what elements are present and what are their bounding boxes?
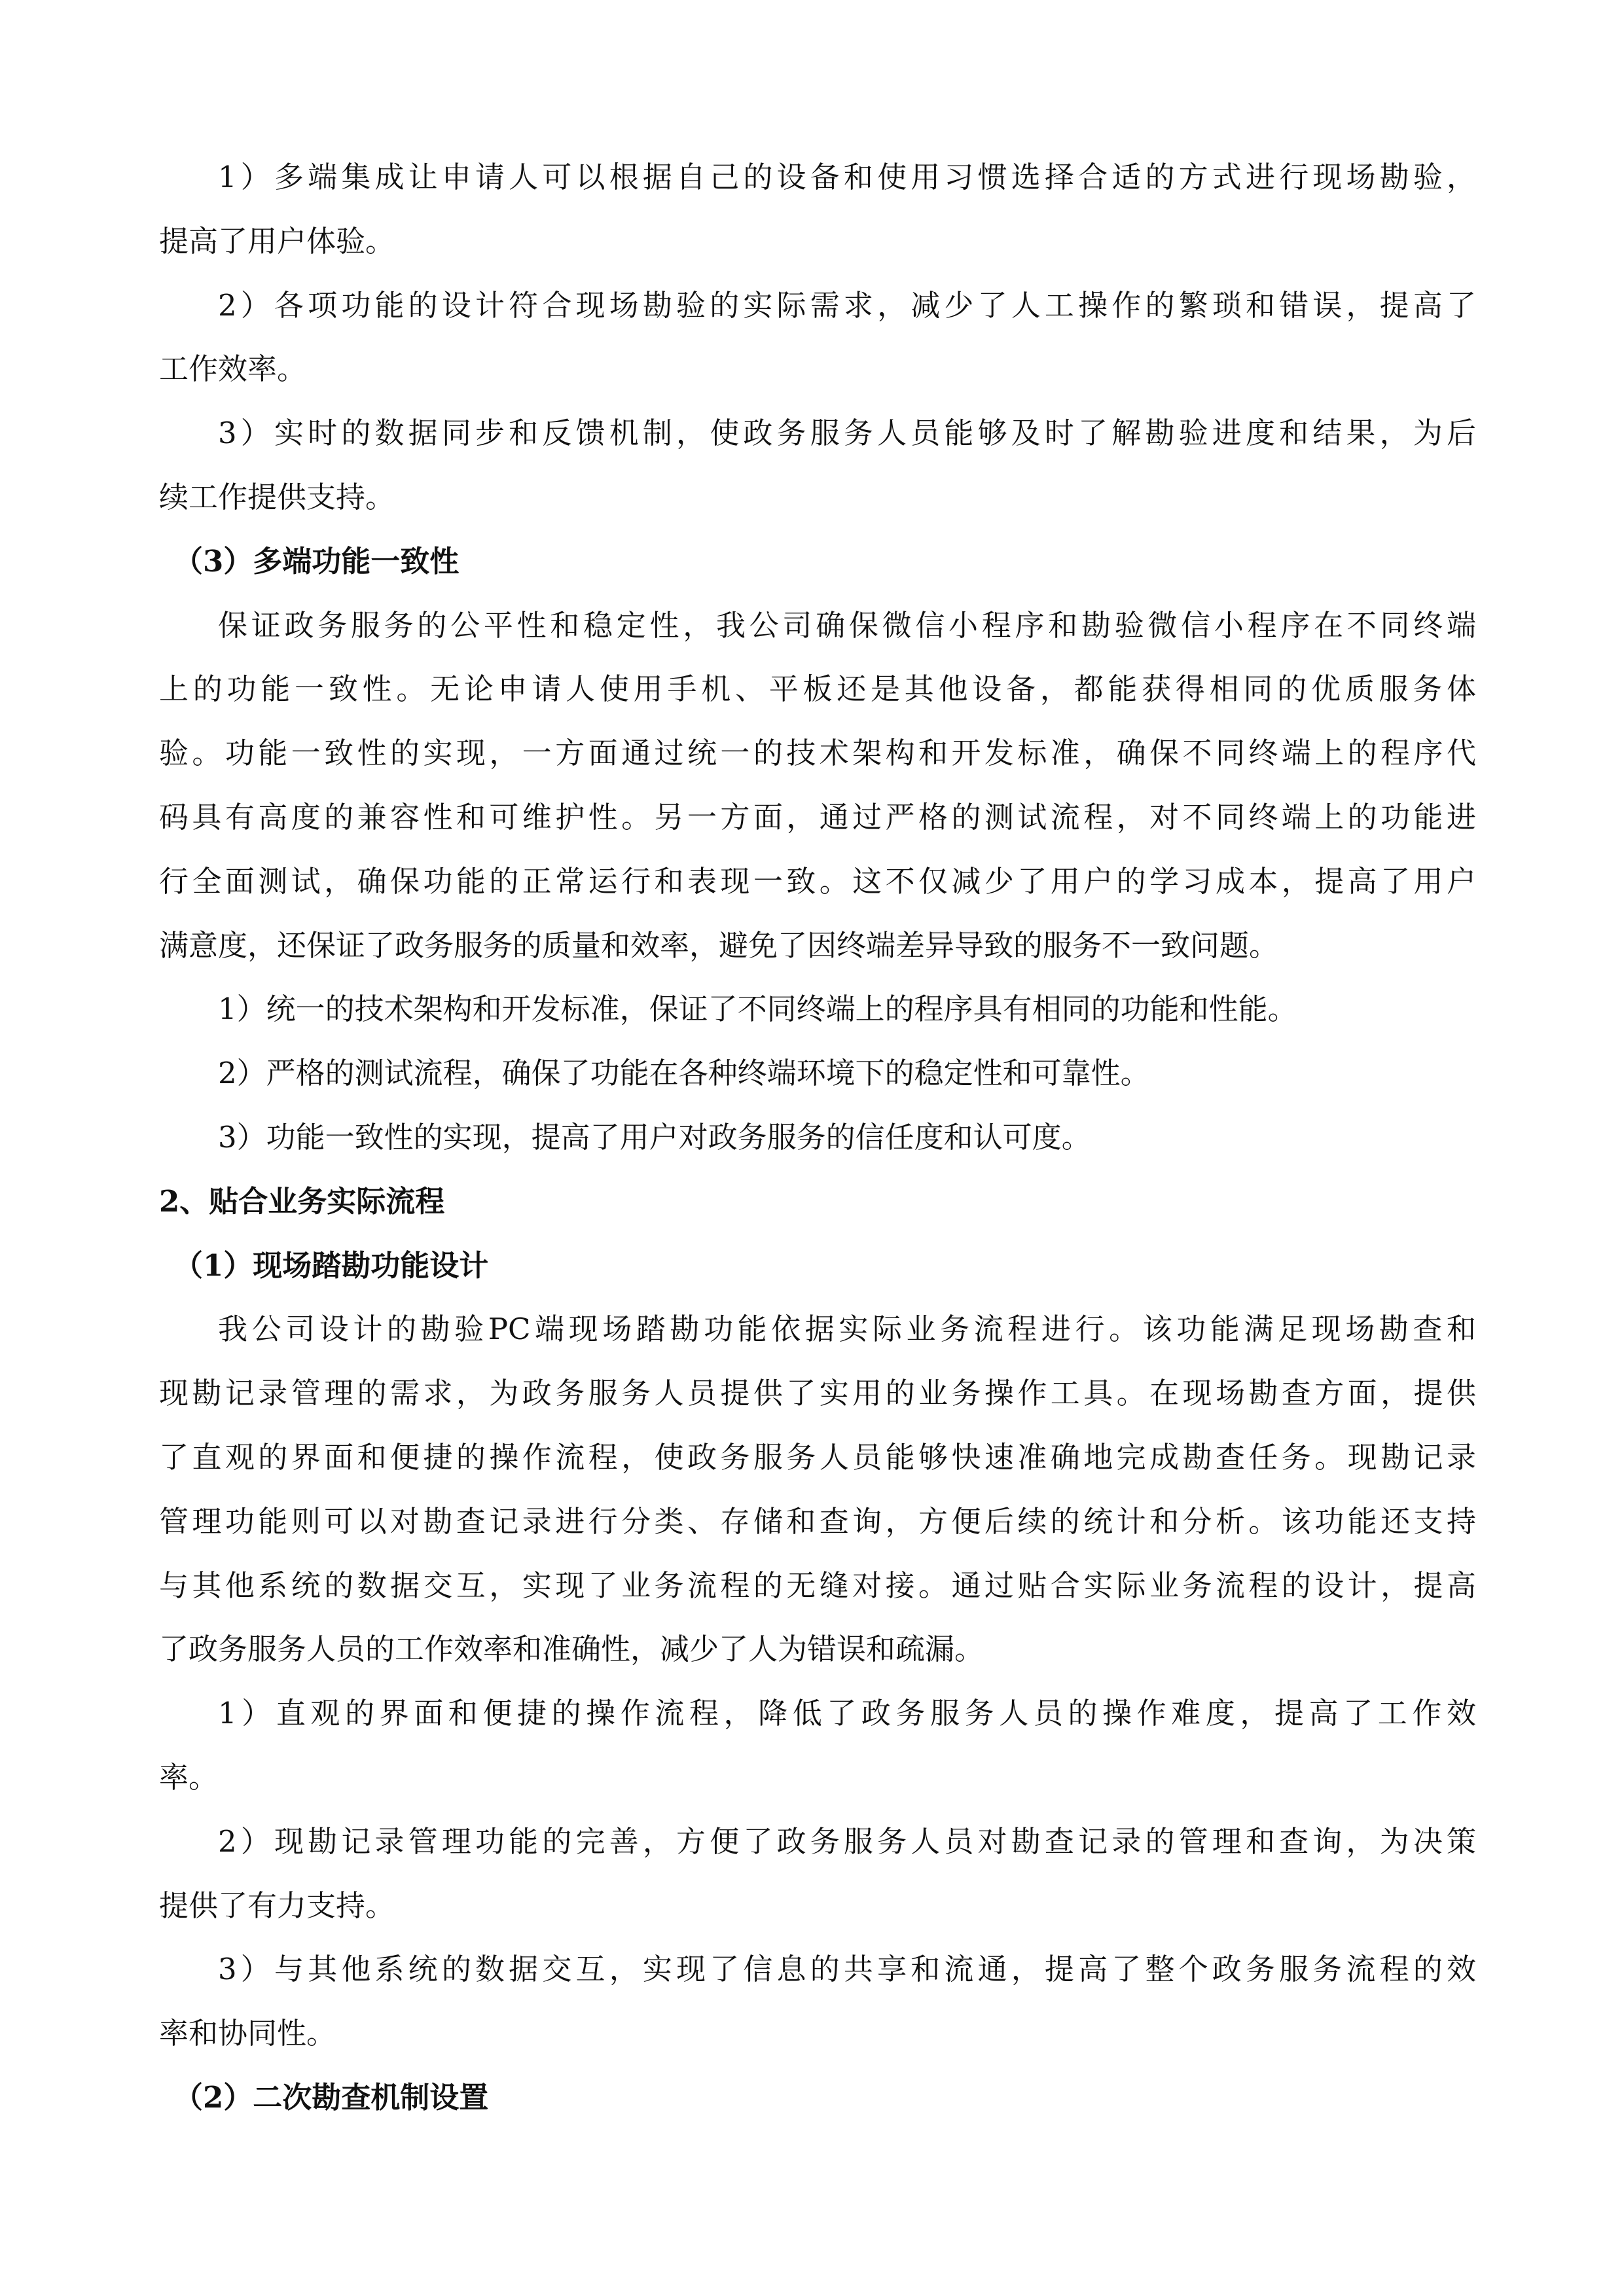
text-line: 行全面测试，确保功能的正常运行和表现一致。这不仅减少了用户的学习成本，提高了用户 — [159, 863, 1476, 899]
paragraph — [159, 594, 1476, 978]
text-line: 管理功能则可以对勘查记录进行分类、存储和查询，方便后续的统计和分析。该功能还支持 — [159, 1503, 1476, 1539]
text-line: 2）各项功能的设计符合现场勘验的实际需求，减少了人工操作的繁琐和错误，提高了 — [218, 287, 1476, 323]
text-line: 上的功能一致性。无论申请人使用手机、平板还是其他设备，都能获得相同的优质服务体 — [159, 672, 1476, 707]
list-item — [159, 1937, 1476, 2066]
text-line: （3）多端功能一致性 — [173, 543, 460, 579]
text-line: 1）统一的技术架构和开发标准，保证了不同终端上的程序具有相同的功能和性能。 — [218, 992, 1297, 1027]
text-line: 率。 — [159, 1759, 219, 1795]
text-line: 工作效率。 — [159, 351, 307, 387]
text-line: 了直观的界面和便捷的操作流程，使政务服务人员能够快速准确地完成勘查任务。现勘记录 — [159, 1439, 1476, 1475]
text-line: （1）现场踏勘功能设计 — [173, 1247, 489, 1283]
subsection-heading — [159, 529, 1476, 594]
text-line: 3）实时的数据同步和反馈机制，使政务服务人员能够及时了解勘验进度和结果，为后 — [218, 416, 1476, 451]
text-line: 3）与其他系统的数据交互，实现了信息的共享和流通，提高了整个政务服务流程的效 — [218, 1952, 1476, 1987]
text-line: 现勘记录管理的需求，为政务服务人员提供了实用的业务操作工具。在现场勘查方面，提供 — [159, 1376, 1476, 1411]
text-line: 我公司设计的勘验PC端现场踏勘功能依据实际业务流程进行。该功能满足现场勘查和 — [218, 1312, 1476, 1347]
text-line: 提供了有力支持。 — [159, 1888, 395, 1923]
text-line: 3）功能一致性的实现，提高了用户对政务服务的信任度和认可度。 — [218, 1119, 1091, 1155]
section-heading — [159, 1170, 1476, 1234]
text-line: 了政务服务人员的工作效率和准确性，减少了人为错误和疏漏。 — [159, 1632, 984, 1667]
subsection-heading — [159, 1234, 1476, 1298]
list-item — [159, 145, 1476, 274]
text-line: 2、贴合业务实际流程 — [159, 1183, 445, 1219]
text-line: 续工作提供支持。 — [159, 479, 395, 514]
text-line: （2）二次勘查机制设置 — [173, 2079, 489, 2115]
text-line: 验。功能一致性的实现，一方面通过统一的技术架构和开发标准，确保不同终端上的程序代 — [159, 736, 1476, 771]
paragraph — [159, 1297, 1476, 1681]
list-item — [159, 1105, 1476, 1170]
list-item — [159, 274, 1476, 402]
list-item — [159, 1681, 1476, 1810]
text-line: 码具有高度的兼容性和可维护性。另一方面，通过严格的测试流程，对不同终端上的功能进 — [159, 799, 1476, 834]
text-line: 2）严格的测试流程，确保了功能在各种终端环境下的稳定性和可靠性。 — [218, 1056, 1150, 1091]
text-line: 率和协同性。 — [159, 2016, 336, 2051]
subsection-heading — [159, 2066, 1476, 2130]
text-line: 满意度，还保证了政务服务的质量和效率，避免了因终端差异导致的服务不一致问题。 — [159, 927, 1279, 963]
list-item — [159, 1041, 1476, 1105]
text-line: 保证政务服务的公平性和稳定性，我公司确保微信小程序和勘验微信小程序在不同终端 — [218, 607, 1476, 643]
list-item — [159, 977, 1476, 1041]
text-line: 与其他系统的数据交互，实现了业务流程的无缝对接。通过贴合实际业务流程的设计，提高 — [159, 1568, 1476, 1603]
text-line: 2）现勘记录管理功能的完善，方便了政务服务人员对勘查记录的管理和查询，为决策 — [218, 1823, 1476, 1859]
text-line: 1）多端集成让申请人可以根据自己的设备和使用习惯选择合适的方式进行现场勘验， — [218, 160, 1476, 194]
document-page — [159, 145, 1476, 2130]
text-line: 提高了用户体验。 — [159, 223, 395, 259]
list-item — [159, 401, 1476, 529]
text-line: 1）直观的界面和便捷的操作流程，降低了政务服务人员的操作难度，提高了工作效 — [218, 1696, 1476, 1731]
list-item — [159, 1810, 1476, 1938]
